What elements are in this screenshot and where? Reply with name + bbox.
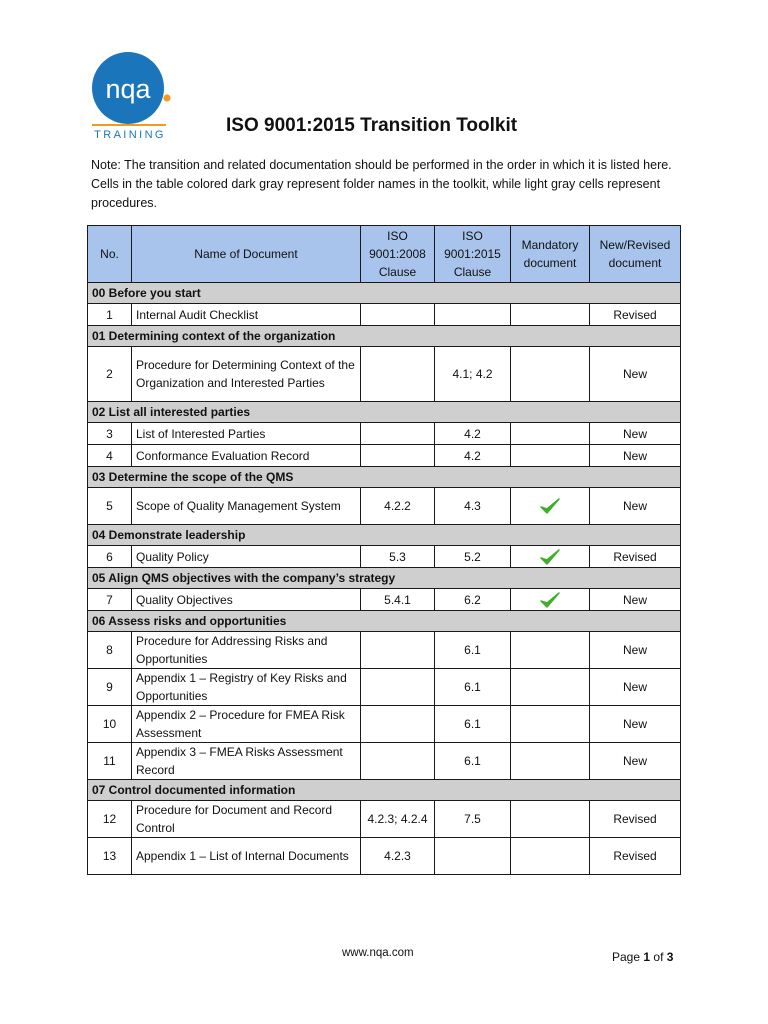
header-iso2015: ISO 9001:2015 Clause <box>435 226 511 283</box>
doc-name: Appendix 1 – List of Internal Documents <box>132 838 361 875</box>
status-cell: New <box>590 632 681 669</box>
table-body <box>88 283 681 875</box>
footer-url: www.nqa.com <box>342 947 414 959</box>
doc-number: 3 <box>88 423 132 445</box>
header-name: Name of Document <box>132 226 361 283</box>
doc-number: 10 <box>88 706 132 743</box>
doc-name: List of Interested Parties <box>132 423 361 445</box>
folder-name: 07 Control documented information <box>88 780 681 801</box>
mandatory-cell <box>511 743 590 780</box>
doc-number: 5 <box>88 488 132 525</box>
doc-name: Appendix 2 – Procedure for FMEA Risk Assessment <box>132 706 361 743</box>
doc-number: 1 <box>88 304 132 326</box>
logo-dot <box>163 94 170 101</box>
iso2015-clause <box>435 304 511 326</box>
document-title: ISO 9001:2015 Transition Toolkit <box>226 115 518 136</box>
header-new-revised: New/Revised document <box>590 226 681 283</box>
nqa-logo-graphic <box>86 52 182 144</box>
logo-wordmark: nqa <box>105 74 151 104</box>
status-cell: Revised <box>590 801 681 838</box>
header-mandatory: Mandatory document <box>511 226 590 283</box>
iso2008-clause: 4.2.2 <box>361 488 435 525</box>
iso2015-clause: 4.3 <box>435 488 511 525</box>
iso2008-clause: 4.2.3 <box>361 838 435 875</box>
page-current: 1 <box>643 950 651 964</box>
iso2015-clause: 6.1 <box>435 706 511 743</box>
doc-number: 12 <box>88 801 132 838</box>
doc-name: Quality Policy <box>132 546 361 568</box>
doc-name: Scope of Quality Management System <box>132 488 361 525</box>
folder-row <box>88 402 681 423</box>
doc-name: Appendix 1 – Registry of Key Risks and Opportunities <box>132 669 361 706</box>
mandatory-cell <box>511 304 590 326</box>
folder-name: 03 Determine the scope of the QMS <box>88 467 681 488</box>
status-cell: New <box>590 743 681 780</box>
document-row <box>88 304 681 326</box>
document-row <box>88 632 681 669</box>
doc-number: 11 <box>88 743 132 780</box>
iso2015-clause: 6.1 <box>435 743 511 780</box>
header-iso2008: ISO 9001:2008 Clause <box>361 226 435 283</box>
document-row <box>88 706 681 743</box>
checkmark-icon <box>539 591 561 609</box>
status-cell: New <box>590 589 681 611</box>
document-row <box>88 423 681 445</box>
logo-tagline: TRAINING <box>94 129 166 141</box>
folder-row <box>88 326 681 347</box>
folder-row <box>88 525 681 546</box>
doc-name: Internal Audit Checklist <box>132 304 361 326</box>
status-cell: New <box>590 706 681 743</box>
document-row <box>88 669 681 706</box>
mandatory-cell <box>511 669 590 706</box>
iso2008-clause <box>361 632 435 669</box>
doc-number: 8 <box>88 632 132 669</box>
note-paragraph: Note: The transition and related documentation should be performed in the order in which it is listed here. Cells in the table colored dark gray represent folder names in the toolkit, while light gray cells represent procedures. <box>91 158 672 210</box>
doc-name: Appendix 3 – FMEA Risks Assessment Record <box>132 743 361 780</box>
folder-row <box>88 611 681 632</box>
iso2008-clause <box>361 743 435 780</box>
iso2008-clause <box>361 347 435 402</box>
iso2015-clause <box>435 838 511 875</box>
mandatory-cell <box>511 488 590 525</box>
status-cell: Revised <box>590 546 681 568</box>
iso2008-clause <box>361 445 435 467</box>
folder-row <box>88 568 681 589</box>
doc-name: Procedure for Determining Context of the Organization and Interested Parties <box>132 347 361 402</box>
doc-number: 7 <box>88 589 132 611</box>
folder-name: 01 Determining context of the organization <box>88 326 681 347</box>
toolkit-table <box>87 225 681 875</box>
iso2008-clause: 4.2.3; 4.2.4 <box>361 801 435 838</box>
document-row <box>88 743 681 780</box>
page-total: 3 <box>666 950 674 964</box>
mandatory-cell <box>511 801 590 838</box>
status-cell: New <box>590 347 681 402</box>
folder-name: 06 Assess risks and opportunities <box>88 611 681 632</box>
folder-row <box>88 780 681 801</box>
doc-number: 4 <box>88 445 132 467</box>
mandatory-cell <box>511 445 590 467</box>
page-of: of <box>653 950 664 964</box>
folder-row <box>88 283 681 304</box>
folder-name: 00 Before you start <box>88 283 681 304</box>
status-cell: New <box>590 423 681 445</box>
iso2015-clause: 4.1; 4.2 <box>435 347 511 402</box>
mandatory-cell <box>511 347 590 402</box>
mandatory-cell <box>511 589 590 611</box>
status-cell: Revised <box>590 304 681 326</box>
document-row <box>88 801 681 838</box>
iso2015-clause: 7.5 <box>435 801 511 838</box>
document-row <box>88 838 681 875</box>
document-row <box>88 488 681 525</box>
doc-name: Procedure for Addressing Risks and Opportunities <box>132 632 361 669</box>
status-cell: New <box>590 669 681 706</box>
iso2008-clause: 5.3 <box>361 546 435 568</box>
header-no: No. <box>88 226 132 283</box>
logo-underline <box>92 124 166 126</box>
iso2008-clause <box>361 706 435 743</box>
folder-name: 04 Demonstrate leadership <box>88 525 681 546</box>
status-cell: Revised <box>590 838 681 875</box>
doc-number: 2 <box>88 347 132 402</box>
doc-number: 13 <box>88 838 132 875</box>
doc-number: 9 <box>88 669 132 706</box>
page-prefix: Page <box>612 950 641 964</box>
iso2008-clause <box>361 304 435 326</box>
mandatory-cell <box>511 423 590 445</box>
document-row <box>88 546 681 568</box>
status-cell: New <box>590 445 681 467</box>
iso2015-clause: 6.1 <box>435 669 511 706</box>
iso2008-clause <box>361 669 435 706</box>
iso2008-clause <box>361 423 435 445</box>
folder-row <box>88 467 681 488</box>
status-cell: New <box>590 488 681 525</box>
folder-name: 02 List all interested parties <box>88 402 681 423</box>
iso2015-clause: 5.2 <box>435 546 511 568</box>
iso2015-clause: 4.2 <box>435 423 511 445</box>
folder-name: 05 Align QMS objectives with the company’s strategy <box>88 568 681 589</box>
table-header-row <box>88 226 681 283</box>
doc-name: Procedure for Document and Record Control <box>132 801 361 838</box>
checkmark-icon <box>539 548 561 566</box>
doc-name: Conformance Evaluation Record <box>132 445 361 467</box>
iso2015-clause: 6.1 <box>435 632 511 669</box>
mandatory-cell <box>511 838 590 875</box>
checkmark-icon <box>539 497 561 515</box>
mandatory-cell <box>511 706 590 743</box>
document-row <box>88 347 681 402</box>
doc-number: 6 <box>88 546 132 568</box>
iso2015-clause: 4.2 <box>435 445 511 467</box>
footer-page-number <box>612 950 673 964</box>
iso2015-clause: 6.2 <box>435 589 511 611</box>
doc-name: Quality Objectives <box>132 589 361 611</box>
mandatory-cell <box>511 632 590 669</box>
iso2008-clause: 5.4.1 <box>361 589 435 611</box>
document-row <box>88 445 681 467</box>
nqa-training-logo <box>86 52 182 144</box>
document-row <box>88 589 681 611</box>
mandatory-cell <box>511 546 590 568</box>
